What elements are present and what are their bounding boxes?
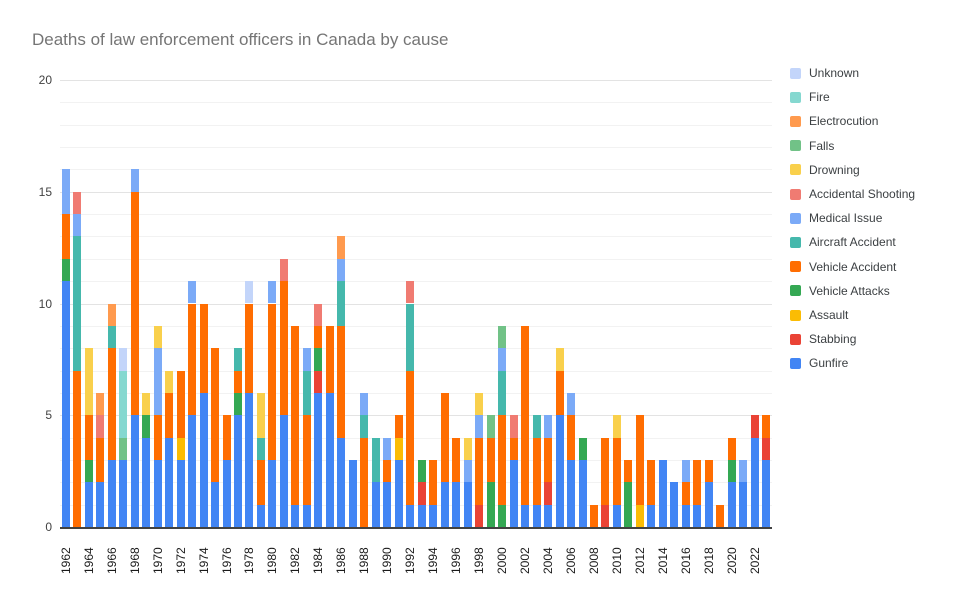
x-axis-tick-label: 1986 xyxy=(334,547,349,574)
bar-segment-2007-vehicle-attacks[interactable] xyxy=(579,438,587,460)
bar-segment-2000-aircraft-accident[interactable] xyxy=(498,371,506,416)
bar-segment-2019-vehicle-accident[interactable] xyxy=(716,505,724,527)
bar-segment-1988-medical-issue[interactable] xyxy=(360,393,368,415)
bar-segment-1986-aircraft-accident[interactable] xyxy=(337,281,345,326)
bar-segment-1986-electrocution[interactable] xyxy=(337,236,345,258)
bar-segment-1970-vehicle-accident[interactable] xyxy=(154,415,162,460)
bar-segment-2015-gunfire[interactable] xyxy=(670,482,678,527)
x-axis-tick-label: 2016 xyxy=(678,547,693,574)
y-axis-tick-label: 15 xyxy=(38,184,52,199)
bar-segment-1997-drowning[interactable] xyxy=(464,438,472,460)
legend-label: Falls xyxy=(809,138,835,153)
legend-label: Drowning xyxy=(809,162,860,177)
bar-segment-1978-unknown[interactable] xyxy=(245,281,253,303)
legend-swatch-icon xyxy=(790,334,801,345)
bar-segment-1967-gunfire[interactable] xyxy=(119,460,127,527)
bar-segment-1975-vehicle-accident[interactable] xyxy=(211,348,219,482)
legend-swatch-icon xyxy=(790,310,801,321)
bar-segment-2000-vehicle-attacks[interactable] xyxy=(498,505,506,527)
bar-segment-1969-gunfire[interactable] xyxy=(142,438,150,527)
bar-segment-1982-gunfire[interactable] xyxy=(291,505,299,527)
gridline-minor xyxy=(60,147,772,148)
x-axis-tick-label: 2012 xyxy=(632,547,647,574)
bar-segment-2020-vehicle-accident[interactable] xyxy=(728,438,736,460)
bar-segment-1978-gunfire[interactable] xyxy=(245,393,253,527)
x-axis-tick-label: 1976 xyxy=(219,547,234,574)
bar-segment-1964-gunfire[interactable] xyxy=(85,482,93,527)
legend-item-assault xyxy=(790,309,848,321)
bar-segment-2010-vehicle-accident[interactable] xyxy=(613,438,621,505)
x-axis-tick-label: 1974 xyxy=(196,547,211,574)
legend-label: Accidental Shooting xyxy=(809,187,916,201)
bar-segment-1992-vehicle-accident[interactable] xyxy=(406,371,414,505)
bar-segment-1965-gunfire[interactable] xyxy=(96,482,104,527)
legend-swatch-icon xyxy=(790,116,801,127)
bar-segment-1970-gunfire[interactable] xyxy=(154,460,162,527)
bar-segment-2013-gunfire[interactable] xyxy=(647,505,655,527)
bar-segment-1963-aircraft-accident[interactable] xyxy=(73,236,81,370)
bar-segment-2006-medical-issue[interactable] xyxy=(567,393,575,415)
bar-segment-1992-accidental-shooting[interactable] xyxy=(406,281,414,303)
bar-segment-2004-stabbing[interactable] xyxy=(544,482,552,504)
bar-segment-1991-gunfire[interactable] xyxy=(395,460,403,527)
bar-segment-1991-vehicle-accident[interactable] xyxy=(395,415,403,437)
bar-segment-1981-gunfire[interactable] xyxy=(280,415,288,527)
bar-segment-2021-gunfire[interactable] xyxy=(739,482,747,527)
x-axis-tick-label: 1996 xyxy=(449,547,464,574)
bar-segment-2017-gunfire[interactable] xyxy=(693,505,701,527)
bar-segment-1995-vehicle-accident[interactable] xyxy=(441,393,449,482)
gridline-minor xyxy=(60,214,772,215)
bar-segment-1984-vehicle-attacks[interactable] xyxy=(314,348,322,370)
bar-segment-1977-vehicle-attacks[interactable] xyxy=(234,393,242,415)
bar-segment-1972-assault[interactable] xyxy=(177,438,185,460)
bar-segment-2013-vehicle-accident[interactable] xyxy=(647,460,655,505)
legend-swatch-icon xyxy=(790,68,801,79)
bar-segment-2005-vehicle-accident[interactable] xyxy=(556,371,564,416)
bar-segment-1963-vehicle-accident[interactable] xyxy=(73,371,81,527)
bar-segment-2003-vehicle-accident[interactable] xyxy=(533,438,541,505)
bar-segment-2006-vehicle-accident[interactable] xyxy=(567,415,575,460)
y-axis-tick-label: 0 xyxy=(45,520,52,534)
bar-segment-1962-gunfire[interactable] xyxy=(62,281,70,527)
bar-segment-1979-gunfire[interactable] xyxy=(257,505,265,527)
bar-segment-1973-gunfire[interactable] xyxy=(188,415,196,527)
gridline-minor xyxy=(60,348,772,349)
gridline-minor xyxy=(60,281,772,282)
legend-item-vehicle-attacks xyxy=(790,285,890,297)
bar-segment-1987-gunfire[interactable] xyxy=(349,460,357,527)
bar-segment-2004-medical-issue[interactable] xyxy=(544,415,552,437)
bar-segment-1968-medical-issue[interactable] xyxy=(131,169,139,191)
bar-segment-1988-aircraft-accident[interactable] xyxy=(360,415,368,437)
bar-segment-2016-medical-issue[interactable] xyxy=(682,460,690,482)
bar-segment-1967-unknown[interactable] xyxy=(119,348,127,370)
bar-segment-1984-vehicle-accident[interactable] xyxy=(314,326,322,348)
bar-segment-1966-aircraft-accident[interactable] xyxy=(108,326,116,348)
bar-segment-1999-falls[interactable] xyxy=(487,415,495,437)
bar-segment-1986-medical-issue[interactable] xyxy=(337,259,345,281)
bar-segment-1964-vehicle-accident[interactable] xyxy=(85,415,93,460)
bar-segment-1984-accidental-shooting[interactable] xyxy=(314,304,322,326)
bar-segment-1998-drowning[interactable] xyxy=(475,393,483,415)
bar-segment-1965-electrocution[interactable] xyxy=(96,393,104,415)
legend-swatch-icon xyxy=(790,285,801,296)
bar-segment-2000-medical-issue[interactable] xyxy=(498,348,506,370)
x-axis-tick-label: 1992 xyxy=(403,547,418,574)
bar-segment-1966-gunfire[interactable] xyxy=(108,460,116,527)
bar-segment-1962-vehicle-attacks[interactable] xyxy=(62,259,70,281)
gridline-major xyxy=(60,304,772,305)
y-axis-tick-label: 5 xyxy=(45,408,52,423)
x-axis-tick-label: 1998 xyxy=(472,547,487,574)
bar-segment-1968-vehicle-accident[interactable] xyxy=(131,192,139,416)
bar-segment-2020-gunfire[interactable] xyxy=(728,482,736,527)
bar-segment-2000-vehicle-accident[interactable] xyxy=(498,415,506,504)
bar-segment-1984-stabbing[interactable] xyxy=(314,371,322,393)
bar-segment-2018-gunfire[interactable] xyxy=(705,482,713,527)
bar-segment-1966-vehicle-accident[interactable] xyxy=(108,348,116,460)
bar-segment-2020-vehicle-attacks[interactable] xyxy=(728,460,736,482)
x-axis-tick-label: 2000 xyxy=(495,547,510,574)
bar-segment-2023-stabbing[interactable] xyxy=(762,438,770,460)
x-axis-tick-label: 2018 xyxy=(701,547,716,574)
bar-segment-2021-medical-issue[interactable] xyxy=(739,460,747,482)
x-axis-tick-label: 1962 xyxy=(58,547,73,574)
legend-label: Fire xyxy=(809,90,830,105)
bar-segment-1990-medical-issue[interactable] xyxy=(383,438,391,460)
legend-label: Stabbing xyxy=(809,332,857,347)
legend-item-accidental-shooting xyxy=(790,188,915,200)
bar-segment-1964-vehicle-attacks[interactable] xyxy=(85,460,93,482)
bar-segment-1970-drowning[interactable] xyxy=(154,326,162,348)
bar-segment-2008-vehicle-accident[interactable] xyxy=(590,505,598,527)
bar-segment-1972-gunfire[interactable] xyxy=(177,460,185,527)
bar-segment-1971-gunfire[interactable] xyxy=(165,438,173,527)
gridline-minor xyxy=(60,259,772,260)
bar-segment-1976-gunfire[interactable] xyxy=(223,460,231,527)
legend-item-unknown xyxy=(790,67,859,79)
gridline-minor xyxy=(60,125,772,126)
x-axis-tick-label: 2006 xyxy=(564,547,579,574)
bar-segment-1977-gunfire[interactable] xyxy=(234,415,242,527)
x-axis-tick-label: 2004 xyxy=(541,547,556,574)
bar-segment-1974-gunfire[interactable] xyxy=(200,393,208,527)
bar-segment-1969-drowning[interactable] xyxy=(142,393,150,415)
legend-label: Vehicle Accident xyxy=(809,259,897,274)
legend-label: Unknown xyxy=(809,66,860,80)
bar-segment-2014-gunfire[interactable] xyxy=(659,460,667,527)
legend-label: Assault xyxy=(809,308,849,322)
chart-title: Deaths of law enforcement officers in Canada by cause xyxy=(32,30,449,49)
bar-segment-2001-vehicle-accident[interactable] xyxy=(510,438,518,460)
bar-segment-1986-gunfire[interactable] xyxy=(337,438,345,527)
bar-segment-1979-vehicle-accident[interactable] xyxy=(257,460,265,505)
bar-segment-1999-vehicle-accident[interactable] xyxy=(487,438,495,483)
bar-segment-1964-drowning[interactable] xyxy=(85,348,93,415)
legend-swatch-icon xyxy=(790,358,801,369)
bar-segment-2012-vehicle-accident[interactable] xyxy=(636,415,644,504)
legend-swatch-icon xyxy=(790,92,801,103)
bar-segment-1980-vehicle-accident[interactable] xyxy=(268,304,276,460)
bar-segment-1973-vehicle-accident[interactable] xyxy=(188,304,196,416)
bar-segment-1998-stabbing[interactable] xyxy=(475,505,483,527)
bar-segment-2012-assault[interactable] xyxy=(636,505,644,527)
bar-segment-1977-aircraft-accident[interactable] xyxy=(234,348,242,370)
bar-segment-1993-stabbing[interactable] xyxy=(418,482,426,504)
bar-segment-1967-fire[interactable] xyxy=(119,371,127,438)
legend-swatch-icon xyxy=(790,213,801,224)
legend-item-stabbing xyxy=(790,333,856,345)
bar-segment-1990-vehicle-accident[interactable] xyxy=(383,460,391,482)
gridline-minor xyxy=(60,169,772,170)
bar-segment-1981-accidental-shooting[interactable] xyxy=(280,259,288,281)
y-axis-tick-label: 10 xyxy=(38,296,52,311)
bar-segment-2023-gunfire[interactable] xyxy=(762,460,770,527)
x-axis-tick-label: 1994 xyxy=(426,547,441,574)
x-axis-tick-label: 1984 xyxy=(311,547,326,574)
x-axis-tick-label: 2014 xyxy=(655,547,670,574)
gridline-major xyxy=(60,80,772,81)
x-axis-tick-label: 1990 xyxy=(380,547,395,574)
bar-segment-1975-gunfire[interactable] xyxy=(211,482,219,527)
bar-segment-2010-drowning[interactable] xyxy=(613,415,621,437)
bar-segment-1988-vehicle-accident[interactable] xyxy=(360,438,368,527)
bar-segment-2004-vehicle-accident[interactable] xyxy=(544,438,552,483)
bar-segment-1973-medical-issue[interactable] xyxy=(188,281,196,303)
bar-segment-1985-vehicle-accident[interactable] xyxy=(326,326,334,393)
bar-segment-1966-electrocution[interactable] xyxy=(108,304,116,326)
bar-segment-2001-accidental-shooting[interactable] xyxy=(510,415,518,437)
bar-segment-1998-vehicle-accident[interactable] xyxy=(475,438,483,505)
bar-segment-1993-vehicle-attacks[interactable] xyxy=(418,460,426,482)
bar-segment-2007-gunfire[interactable] xyxy=(579,460,587,527)
legend-item-electrocution xyxy=(790,115,878,127)
bar-segment-1962-medical-issue[interactable] xyxy=(62,169,70,214)
bar-segment-2005-gunfire[interactable] xyxy=(556,415,564,527)
bar-segment-1985-gunfire[interactable] xyxy=(326,393,334,527)
x-axis-tick-label: 1970 xyxy=(150,547,165,574)
bar-segment-2001-gunfire[interactable] xyxy=(510,460,518,527)
x-axis-tick-label: 2010 xyxy=(609,547,624,574)
legend-swatch-icon xyxy=(790,261,801,272)
bar-segment-2018-vehicle-accident[interactable] xyxy=(705,460,713,482)
legend-item-fire xyxy=(790,91,830,103)
bar-segment-2002-gunfire[interactable] xyxy=(521,505,529,527)
bar-segment-1969-vehicle-attacks[interactable] xyxy=(142,415,150,437)
bar-segment-2000-falls[interactable] xyxy=(498,326,506,348)
legend-item-aircraft-accident xyxy=(790,236,896,248)
bar-segment-1992-gunfire[interactable] xyxy=(406,505,414,527)
bar-segment-1972-vehicle-accident[interactable] xyxy=(177,371,185,438)
bar-segment-1994-gunfire[interactable] xyxy=(429,505,437,527)
bar-segment-2022-gunfire[interactable] xyxy=(751,438,759,527)
legend-label: Medical Issue xyxy=(809,211,883,226)
x-axis-tick-label: 1964 xyxy=(81,547,96,574)
bar-segment-1989-aircraft-accident[interactable] xyxy=(372,438,380,483)
bar-segment-1979-drowning[interactable] xyxy=(257,393,265,438)
x-axis-tick-label: 1988 xyxy=(357,547,372,574)
bar-segment-1983-aircraft-accident[interactable] xyxy=(303,371,311,416)
bar-segment-1992-aircraft-accident[interactable] xyxy=(406,304,414,371)
gridline-minor xyxy=(60,326,772,327)
bar-segment-2011-vehicle-attacks[interactable] xyxy=(624,482,632,527)
bar-segment-1971-vehicle-accident[interactable] xyxy=(165,393,173,438)
bar-segment-1965-vehicle-accident[interactable] xyxy=(96,438,104,483)
bar-segment-2010-gunfire[interactable] xyxy=(613,505,621,527)
bar-segment-1997-medical-issue[interactable] xyxy=(464,460,472,482)
legend-item-gunfire xyxy=(790,357,848,369)
legend-swatch-icon xyxy=(790,237,801,248)
bar-segment-2022-stabbing[interactable] xyxy=(751,415,759,437)
bar-segment-1995-gunfire[interactable] xyxy=(441,482,449,527)
gridline-major xyxy=(60,192,772,193)
legend-swatch-icon xyxy=(790,164,801,175)
bar-segment-1999-vehicle-attacks[interactable] xyxy=(487,482,495,527)
bar-segment-1984-gunfire[interactable] xyxy=(314,393,322,527)
bar-segment-1963-medical-issue[interactable] xyxy=(73,214,81,236)
bar-segment-1971-drowning[interactable] xyxy=(165,371,173,393)
x-axis-tick-label: 2022 xyxy=(747,547,762,574)
bar-segment-1983-vehicle-accident[interactable] xyxy=(303,415,311,504)
legend-item-vehicle-accident xyxy=(790,261,896,273)
bar-segment-1979-aircraft-accident[interactable] xyxy=(257,438,265,460)
x-axis-tick-label: 1982 xyxy=(288,547,303,574)
x-axis-tick-label: 2002 xyxy=(518,547,533,574)
bar-segment-1981-vehicle-accident[interactable] xyxy=(280,281,288,415)
bar-segment-1967-falls[interactable] xyxy=(119,438,127,460)
bar-segment-1963-accidental-shooting[interactable] xyxy=(73,192,81,214)
bar-segment-2009-stabbing[interactable] xyxy=(601,505,609,527)
legend-label: Vehicle Attacks xyxy=(809,283,890,298)
bar-segment-1968-gunfire[interactable] xyxy=(131,415,139,527)
bar-segment-1983-gunfire[interactable] xyxy=(303,505,311,527)
bar-segment-1996-vehicle-accident[interactable] xyxy=(452,438,460,483)
bar-segment-1977-vehicle-accident[interactable] xyxy=(234,371,242,393)
bar-segment-2016-vehicle-accident[interactable] xyxy=(682,482,690,504)
x-axis-tick-label: 1968 xyxy=(127,547,142,574)
legend-swatch-icon xyxy=(790,140,801,151)
bar-segment-2004-gunfire[interactable] xyxy=(544,505,552,527)
bar-segment-1962-vehicle-accident[interactable] xyxy=(62,214,70,259)
bar-segment-1980-gunfire[interactable] xyxy=(268,460,276,527)
bar-segment-1993-gunfire[interactable] xyxy=(418,505,426,527)
bar-segment-2003-gunfire[interactable] xyxy=(533,505,541,527)
bar-segment-1970-medical-issue[interactable] xyxy=(154,348,162,415)
legend-item-drowning xyxy=(790,164,860,176)
bar-segment-1986-vehicle-accident[interactable] xyxy=(337,326,345,438)
bar-segment-1997-gunfire[interactable] xyxy=(464,482,472,527)
x-axis-line xyxy=(60,527,772,529)
x-axis-tick-label: 1972 xyxy=(173,547,188,574)
bar-segment-2002-vehicle-accident[interactable] xyxy=(521,326,529,505)
bar-segment-1974-vehicle-accident[interactable] xyxy=(200,304,208,393)
bar-segment-1996-gunfire[interactable] xyxy=(452,482,460,527)
bar-segment-2023-vehicle-accident[interactable] xyxy=(762,415,770,437)
bar-segment-1994-vehicle-accident[interactable] xyxy=(429,460,437,505)
legend-item-medical-issue xyxy=(790,212,882,224)
x-axis-tick-label: 2020 xyxy=(724,547,739,574)
bar-segment-1980-medical-issue[interactable] xyxy=(268,281,276,303)
bar-segment-1991-assault[interactable] xyxy=(395,438,403,460)
legend-label: Electrocution xyxy=(809,114,879,129)
bar-segment-2017-vehicle-accident[interactable] xyxy=(693,460,701,505)
gridline-minor xyxy=(60,102,772,103)
y-axis-tick-label: 20 xyxy=(38,73,52,87)
bar-segment-1983-medical-issue[interactable] xyxy=(303,348,311,370)
bar-segment-1976-vehicle-accident[interactable] xyxy=(223,415,231,460)
bar-segment-2016-gunfire[interactable] xyxy=(682,505,690,527)
legend-swatch-icon xyxy=(790,189,801,200)
x-axis-tick-label: 1978 xyxy=(242,547,257,574)
bar-segment-1978-vehicle-accident[interactable] xyxy=(245,304,253,393)
bar-segment-1989-gunfire[interactable] xyxy=(372,482,380,527)
legend-item-falls xyxy=(790,140,834,152)
legend-label: Aircraft Accident xyxy=(809,235,896,250)
x-axis-tick-label: 1966 xyxy=(104,547,119,574)
bar-segment-1982-vehicle-accident[interactable] xyxy=(291,326,299,505)
gridline-minor xyxy=(60,236,772,237)
x-axis-tick-label: 1980 xyxy=(265,547,280,574)
bar-segment-2011-vehicle-accident[interactable] xyxy=(624,460,632,482)
x-axis-tick-label: 2008 xyxy=(587,547,601,574)
bar-segment-2009-vehicle-accident[interactable] xyxy=(601,438,609,505)
bar-segment-2003-aircraft-accident[interactable] xyxy=(533,415,541,437)
legend-label: Gunfire xyxy=(809,356,849,371)
bar-segment-1990-gunfire[interactable] xyxy=(383,482,391,527)
bar-segment-1965-accidental-shooting[interactable] xyxy=(96,415,104,437)
bar-segment-1998-medical-issue[interactable] xyxy=(475,415,483,437)
bar-segment-2006-gunfire[interactable] xyxy=(567,460,575,527)
bar-segment-2005-drowning[interactable] xyxy=(556,348,564,370)
